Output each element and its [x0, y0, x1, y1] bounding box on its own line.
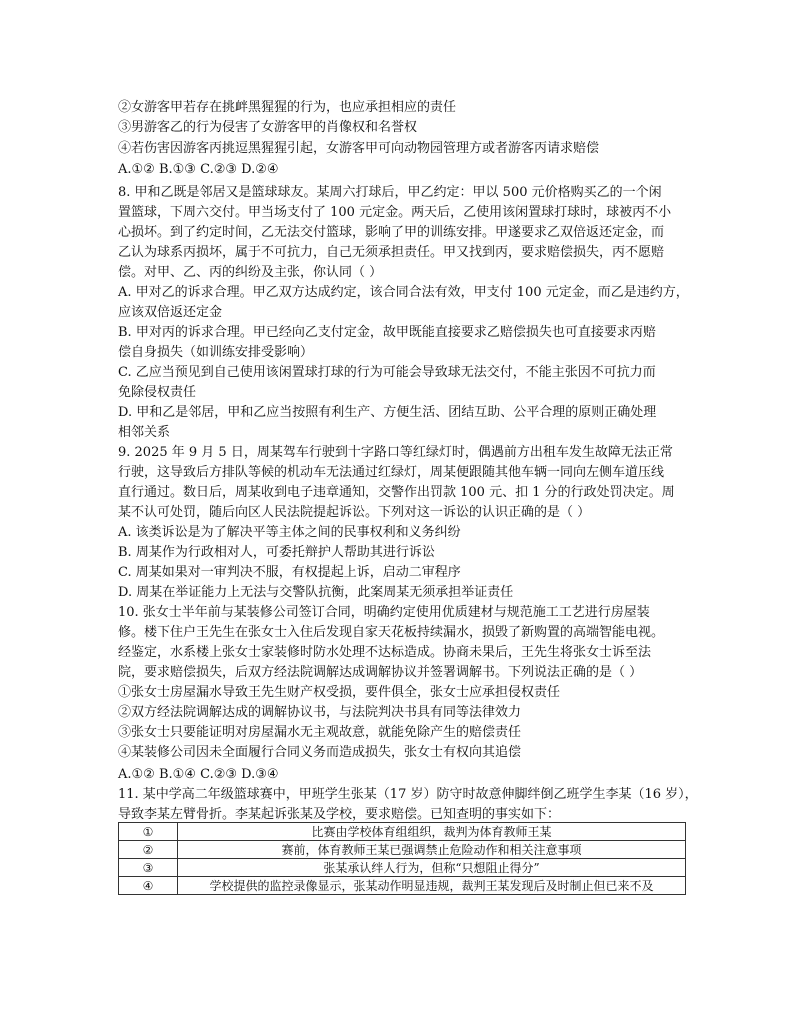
text-line: 乙认为球系丙损坏，属于不可抗力，自己无须承担责任。甲又找到丙，要求赔偿损失，丙不愿赔	[118, 245, 665, 260]
fact-number: ④	[119, 877, 178, 895]
text-line: C. 周某如果对一审判决不服，有权提起上诉，启动二审程序	[118, 565, 461, 580]
text-line: 行驶，这导致后方排队等候的机动车无法通过红绿灯，周某便跟随其他车辆一同向左侧车道压线	[118, 465, 665, 480]
text-line: 8. 甲和乙既是邻居又是篮球球友。某周六打球后，甲乙约定：甲以 500 元价格购买乙的一个闲	[118, 185, 662, 200]
table-row	[119, 841, 686, 859]
text-line: 11. 某中学高二年级篮球赛中，甲班学生张某（17 岁）防守时故意伸脚绊倒乙班学生李某（16 岁），	[118, 787, 698, 802]
text-line: ②双方经法院调解达成的调解协议书，与法院判决书具有同等法律效力	[118, 705, 522, 720]
text-line: A.①② B.①④ C.②③ D.③④	[118, 767, 279, 782]
text-line: B. 甲对丙的诉求合理。甲已经向乙支付定金，故甲既能直接要求乙赔偿损失也可直接要求丙赔	[118, 325, 656, 340]
fact-number: ①	[119, 823, 178, 841]
fact-text: 学校提供的监控录像显示，张某动作明显违规，裁判王某发现后及时制止但已来不及	[178, 877, 686, 895]
table-row	[119, 859, 686, 877]
text-line: ③男游客乙的行为侵害了女游客甲的肖像权和名誉权	[118, 120, 418, 135]
text-line: ③张女士只要能证明对房屋漏水无主观故意，就能免除产生的赔偿责任	[118, 725, 522, 740]
text-line: A.①② B.①③ C.②③ D.②④	[118, 162, 279, 177]
text-line: 免除侵权责任	[118, 385, 197, 400]
table-row	[119, 823, 686, 841]
text-line: A. 该类诉讼是为了解决平等主体之间的民事权利和义务纠纷	[118, 525, 461, 540]
fact-text: 赛前，体育教师王某已强调禁止危险动作和相关注意事项	[178, 841, 686, 859]
fact-text: 张某承认绊人行为，但称“只想阻止得分”	[178, 859, 686, 877]
table-row	[119, 877, 686, 895]
fact-number: ②	[119, 841, 178, 859]
text-line: 直行通过。数日后，周某收到电子违章通知，交警作出罚款 100 元、扣 1 分的行政处罚决定。周	[118, 485, 675, 500]
text-line: D. 周某在举证能力上无法与交警队抗衡，此案周某无须承担举证责任	[118, 585, 514, 600]
fact-text: 比赛由学校体育组组织，裁判为体育教师王某	[178, 823, 686, 841]
text-line: ①张女士房屋漏水导致王先生财产权受损，要件俱全，张女士应承担侵权责任	[118, 685, 561, 700]
text-line: 导致李某左臂骨折。李某起诉张某及学校，要求赔偿。已知查明的事实如下：	[118, 807, 561, 822]
text-line: 偿。对甲、乙、丙的纠纷及主张，你认同（ ）	[118, 265, 383, 280]
text-line: 相邻关系	[118, 425, 171, 440]
text-line: 院，要求赔偿损失，后双方经法院调解达成调解协议并签署调解书。下列说法正确的是（ ）	[118, 665, 643, 680]
text-line: A. 甲对乙的诉求合理。甲乙双方达成约定，该合同合法有效，甲支付 100 元定金，而乙是违约方，	[118, 285, 689, 300]
text-line: 偿自身损失（如训练安排受影响）	[118, 345, 314, 360]
fact-number: ③	[119, 859, 178, 877]
text-line: ④若伤害因游客丙挑逗黑猩猩引起，女游客甲可向动物园管理方或者游客丙请求赔偿	[118, 141, 600, 156]
text-line: 心损坏。到了约定时间，乙无法交付篮球，影响了甲的训练安排。甲遂要求乙双倍返还定金，而	[118, 225, 665, 240]
text-line: 修。楼下住户王先生在张女士入住后发现自家天花板持续漏水，损毁了新购置的高端智能电视。	[118, 625, 665, 640]
text-line: 经鉴定，水系楼上张女士家装修时防水处理不达标造成。协商未果后，王先生将张女士诉至法	[118, 645, 652, 660]
text-line: 某不认可处罚，随后向区人民法院提起诉讼。下列对这一诉讼的认识正确的是（ ）	[118, 505, 591, 520]
text-line: 应该双倍返还定金	[118, 305, 223, 320]
facts-table	[118, 822, 686, 895]
text-line: 9. 2025 年 9 月 5 日，周某驾车行驶到十字路口等红绿灯时，偶遇前方出租车发生故障无法正常	[118, 445, 673, 460]
text-line: ④某装修公司因未全面履行合同义务而造成损失，张女士有权向其追偿	[118, 745, 522, 760]
text-line: C. 乙应当预见到自己使用该闲置球打球的行为可能会导致球无法交付，不能主张因不可抗力而	[118, 365, 656, 380]
text-line: ②女游客甲若存在挑衅黑猩猩的行为，也应承担相应的责任	[118, 100, 457, 115]
text-line: 置篮球，下周六交付。甲当场支付了 100 元定金。两天后，乙使用该闲置球打球时，球被丙不小	[118, 205, 672, 220]
text-line: 10. 张女士半年前与某装修公司签订合同，明确约定使用优质建材与规范施工工艺进行房屋装	[118, 605, 650, 620]
text-line: B. 周某作为行政相对人，可委托辩护人帮助其进行诉讼	[118, 545, 435, 560]
text-line: D. 甲和乙是邻居，甲和乙应当按照有利生产、方便生活、团结互助、公平合理的原则正确处理	[118, 405, 657, 420]
